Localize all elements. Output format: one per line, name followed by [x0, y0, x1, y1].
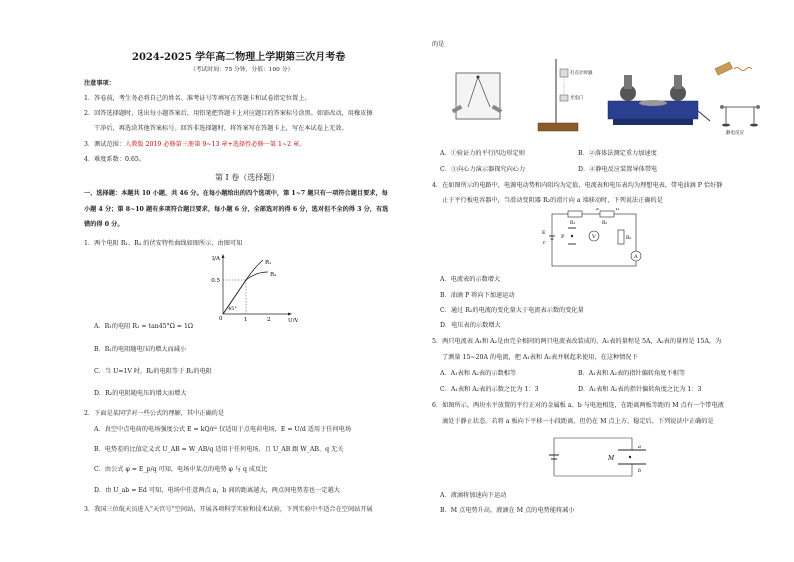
q1-stem: 1．两个电阻 R₁、R₂ 的伏安特性曲线如图所示，由图可知: [84, 240, 243, 247]
q5-option-a: A．A₁表和 A₂表的示数相等: [440, 370, 517, 377]
q4-option-c: C．通过 R₂的电流的变化量大于电流表示数的变化量: [440, 307, 584, 314]
note-range-label: 3．测试范围：: [84, 141, 126, 148]
figure-3-centripetal-apparatus: [608, 75, 710, 125]
q6-stem: 滴处于静止状态。若将 a 板向下平移一小段距离，但仍在 M 点上方，稳定后，下列说法中正确的是: [442, 418, 714, 425]
q1-option-d: D．R₂的电阻随电压的增大而增大: [94, 390, 187, 397]
notes-heading: 注意事项：: [84, 80, 115, 87]
q6-stem: 6．如图所示，两块水平放置的平行正对的金属板 a、b 与电池相连，在距离两板等距的 M 点有一个带电液: [432, 402, 724, 409]
a-label: a: [638, 444, 641, 450]
x-tick: 2: [267, 317, 271, 322]
q3-figures: [448, 55, 768, 135]
note-item: 2．回答选择题时，选出每小题答案后，用铅笔把答题卡上对应题目的答案标号涂黑。如需改动，用橡皮擦: [84, 110, 373, 117]
q4-option-d: D．电压表的示数增大: [440, 322, 501, 329]
q1-option-b: B．R₁的电阻随电压的增大而减小: [94, 346, 187, 353]
q5-stem: 5．两只电流表 A₁和 A₂是由完全相同的两只电流表改装成的，A₁表的量程是 5A，A₂表的量程是 15A。为: [432, 338, 722, 345]
figure-4-electrostatic-device: [715, 62, 760, 135]
note-item-range: [84, 141, 305, 150]
angle-label: 45°: [228, 306, 237, 312]
q4-stem: 4．在如图所示的电路中，电源电动势和内阻均为定值，电流表和电压表均为理想电表，带电油滴 P 恰好静: [432, 182, 723, 189]
q3-option-d: D．④静电反应装置导体带电: [578, 166, 658, 173]
q3-option-c: C．③向心力演示器探究向心力: [440, 166, 526, 173]
y-label: I/A: [212, 256, 220, 262]
x-arrow: [288, 313, 292, 316]
q2-stem: 2．下面是某同学对一些公式的理解，其中正确的是: [84, 410, 225, 417]
note-item: 干净后，再选涂其他答案标号。回答非选择题时，将答案写在答题卡上，写在本试卷上无效。: [94, 125, 348, 132]
q6-capacitor-figure: [538, 432, 648, 482]
page-title: 2024-2025 学年高二物理上学期第三次月考卷: [132, 52, 346, 63]
section-title: 第 I 卷（选择题）: [215, 173, 280, 182]
q5-option-d: D．A₁表和 A₂表的指针偏转角度之比为 1：3: [578, 386, 702, 393]
section-intro: 小题 4 分；第 8~10 题有多项符合题目要求，每小题 6 分，全部选对的得 6 分，选对但不全的得 3 分，有选: [84, 206, 389, 213]
x-tick: 1: [244, 317, 248, 322]
oil-drop: [571, 235, 573, 237]
e-label: E: [542, 230, 546, 236]
q2-option-a: A．真空中点电荷的电场强度公式 E = kQ/r² 仅适用于点电荷电场，E = U/d 适用于任何电场: [94, 426, 352, 433]
a-end-label: a: [596, 208, 599, 212]
q3-option-a: A．①验证力的平行四边形定则: [440, 150, 525, 157]
r3-label: R₃: [626, 236, 632, 241]
p-label: P: [561, 234, 565, 240]
q2-option-b: B．电势差的比值定义式 U_AB = W_AB/q 适用于任何电场，且 U_AB 跟 W_AB、q 无关: [94, 446, 344, 453]
r2-label: R₂: [602, 221, 608, 226]
r2-resistor: [600, 211, 614, 217]
q1-option-a: A．R₁的电阻 R₁ = tan45°Ω = 1Ω: [94, 323, 194, 330]
section-intro: 错的得 0 分。: [84, 221, 124, 228]
exam-info: （考试时间：75 分钟，分值：100 分）: [190, 67, 294, 73]
r1-label: R₁: [570, 221, 576, 226]
q1-iv-graph: [208, 252, 298, 322]
b-end-label: b: [616, 208, 619, 212]
q1-option-c: C．当 U=1V 时，R₂的电阻等于 R₁的电阻: [94, 368, 212, 375]
q5-option-c: C．A₁表和 A₂表的示数之比为 1：3: [440, 386, 539, 393]
q6-option-a: A．液滴将加速向下运动: [440, 492, 507, 499]
a-label: A: [634, 254, 638, 260]
figure-2-drop-stand: [538, 59, 593, 131]
q6-option-b: B．M 点电势升高，液滴在 M 点的电势能将减小: [440, 507, 575, 514]
r1-label: R₁: [265, 260, 272, 266]
note-range-value: 人教版 2019 必修第三册第 9~13 章+选择性必修一第 1~2 章。: [125, 141, 306, 148]
v-label: V: [592, 234, 596, 240]
q2-option-c: C．由公式 φ = E_p/q 可知，电场中某点的电势 φ 与 q 成反比: [94, 466, 268, 473]
section-intro: 一、选择题：本题共 10 小题，共 46 分。在每小题给出的四个选项中，第 1~7 题只有一项符合题目要求，每: [84, 190, 388, 197]
note-item: 4．难度系数：0.65。: [84, 156, 146, 163]
y-arrow: [222, 254, 225, 258]
q3-option-b: B．②落体法测定重力加速度: [578, 150, 657, 157]
q5-option-b: B．A₁表和 A₂表的指针偏转角度不相等: [578, 370, 686, 377]
r3-resistor: [618, 230, 624, 244]
figure-1-force-board: [452, 73, 503, 119]
r1-resistor: [568, 211, 582, 217]
origin-label: 0: [219, 316, 223, 322]
q3-stem-cont: 的是: [432, 41, 445, 48]
q4-option-b: B．油滴 P 将向下加速运动: [440, 292, 515, 299]
r-label: r: [543, 240, 546, 246]
droplet: [629, 456, 631, 458]
y-tick: 0.5: [211, 278, 220, 284]
fig2-label-gate: 光电门: [570, 96, 584, 101]
q4-option-a: A．电流表的示数增大: [440, 276, 501, 283]
x-label: U/V: [288, 318, 298, 322]
r2-label: R₂: [270, 272, 277, 278]
q4-stem: 止于平行板电容器中，当滑动变阻器 R₂的滑片向 a 端移动时，下列说法正确的是: [442, 197, 663, 204]
q2-option-d: D．由 U_ab = Ed 可知，电场中任意两点 a，b 间的距离越大，两点间电势差也一定越大: [94, 487, 340, 494]
note-item: 1．答卷前，考生务必将自己的姓名、准考证号等填写在答题卡和试卷指定位置上。: [84, 95, 311, 102]
q3-stem: 3．我国三位航天员进入“天宫号”空间站，开展各项科学实验和技术试验，下列实验中不适合在空间站开展: [84, 506, 373, 513]
fig4-label: 静电反应: [726, 131, 744, 135]
q4-circuit: [538, 208, 648, 274]
q5-stem: 了测量 15~20A 的电流，把 A₁表和 A₂表并联起来使用，在这种情况下: [442, 354, 638, 361]
fig2-label: 打点计时器: [570, 71, 593, 76]
m-label: M: [608, 455, 615, 462]
b-label: b: [638, 468, 642, 474]
